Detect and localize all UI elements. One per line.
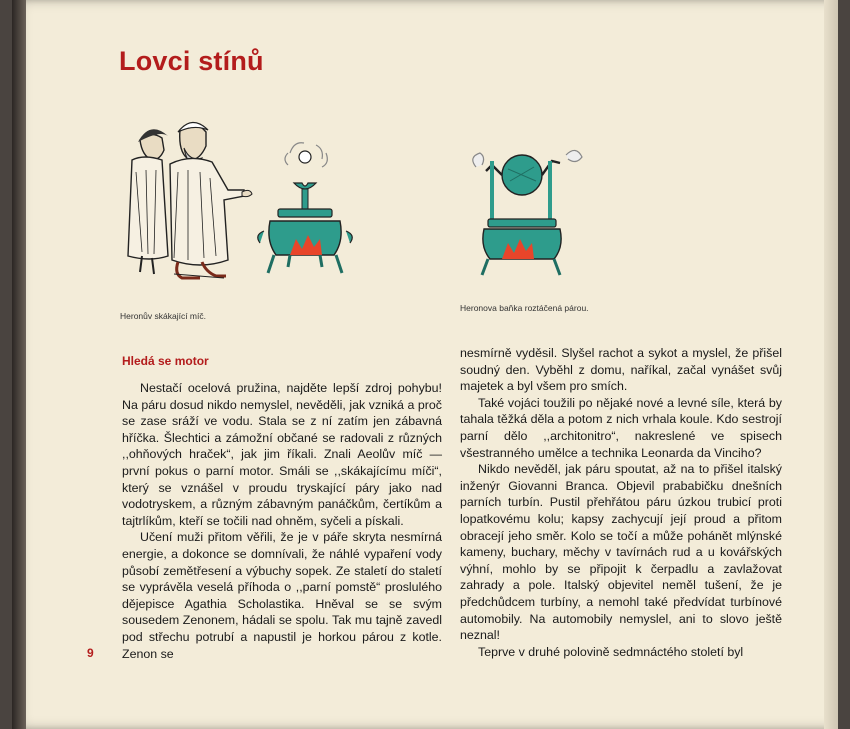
page-number: 9 <box>87 646 94 660</box>
paragraph: Teprve v druhé polovině sedmnáctého století byl <box>478 644 744 659</box>
section-heading: Hledá se motor <box>122 354 209 368</box>
paragraph: Učení muži přitom věřili, že je v páře skryta nesmírná energie, a dokonce se domnívali, že náhlé vypaření vody působí zemětřesení a výbuchy sopek. Ze staletí do staletí se vyprávěla veselá příhoda o ,,parní pomstě“ proslulého dějepisce Agathia Scholastika. Hněval se se svým sousedem Zenonem, hádali se spolu. Tak mu tajně zavedl pod střechu potrubí a napustil je horkou párou z kotle. Zenon se <box>122 530 442 661</box>
paragraph: Nikdo nevěděl, jak páru spoutat, až na to přišel italský inženýr Giovanni Branca. Objevil prababičku dnešních parních turbín. Pustil přehřátou páru úzkou trubicí proti lopatkovému kolu; kapsy zachycují její proud a přitom obracejí jeho směr. Kolo se točí a může pohánět mlýnské kameny, buchary, měchy v tavírnách rud a u kovářských výhní, mohlo by se připojit k čerpadlu a zavlažovat zahrady a pole. Italský objevitel neměl tušení, že je předchůdcem turbíny, a nemohl také předvídat turbínové automobily. Na automobily nemyslel, ani to slovo ještě neznal! <box>460 462 782 643</box>
caption-right: Heronova baňka roztáčená párou. <box>460 303 589 313</box>
caption-left: Heronův skákající míč. <box>120 311 206 321</box>
stove-with-ball-illustration <box>250 135 360 280</box>
paragraph: nesmírně vyděsil. Slyšel rachot a sykot a myslel, že přišel soudný den. Vyběhl z domu, naříkal, začal vynášet svůj majetek a byl všem pro smích. <box>460 346 782 394</box>
page-edge <box>824 0 838 729</box>
two-men-illustration <box>118 112 258 292</box>
text-column-right <box>460 345 782 660</box>
book-page <box>12 0 838 729</box>
book-binding <box>12 0 26 729</box>
page-title: Lovci stínů <box>119 46 264 76</box>
paragraph: Nestačí ocelová pružina, najděte lepší zdroj pohybu! Na páru dosud nikdo nemyslel, nevěděli, jak vzniká a proč se zase sráží ve vodu. Stala se z ní zatím jen zábavná hříčka. Šlechtici a zámožní občané se radovali z různých ,,ohňových hraček“, jak jim říkali. Znali Aeolův míč — první pokus o parní motor. Smáli se ,,skákajícímu míči“, který se vznášel v proudu tryskající páry jako nad vodotryskem, a různým zábavným panáčkům, čertíkům a tajtrlíkům, kteří se točili nad ohněm, syčeli a pískali. <box>122 381 442 528</box>
steam-flask-illustration <box>458 135 588 280</box>
text-column-left <box>122 380 442 662</box>
paragraph: Také vojáci toužili po nějaké nové a levné síle, která by tahala těžká děla a potom z nich vrhala koule. Kdo sestrojí parní dělo ,,architonitro“, nakreslené ve spisech všestranného umělce a technika Leonarda da Vinciho? <box>460 395 782 460</box>
